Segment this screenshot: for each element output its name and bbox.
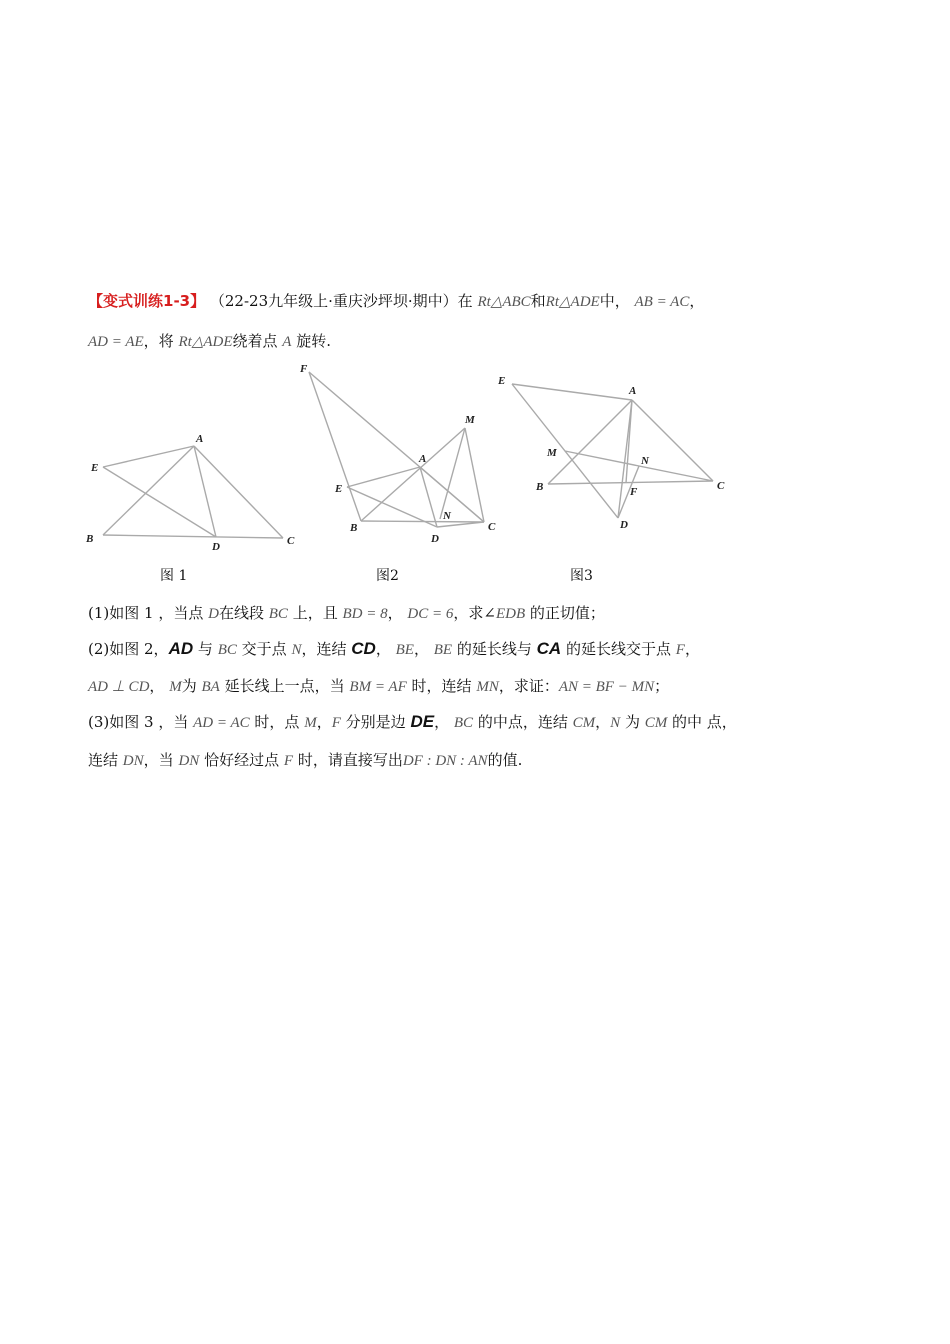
text-comma: ， — [689, 292, 705, 310]
q2-proof: AN = BF − MN — [558, 679, 655, 695]
q2-text-15: ； — [654, 677, 670, 695]
f3-label-c: C — [717, 480, 725, 492]
text-and: 和 — [530, 292, 546, 310]
seg-e-a-2 — [347, 467, 420, 487]
f2-label-f: F — [300, 363, 308, 375]
f3-label-b: B — [536, 481, 544, 493]
q3-seg-cm: CM — [572, 715, 596, 731]
q2-seg-ba: BA — [201, 679, 220, 695]
q3-seg-cm-2: CM — [644, 715, 668, 731]
f2-label-n: N — [443, 510, 451, 522]
q3-text-5: ， — [434, 713, 450, 731]
q1-dc-6: DC = 6 — [407, 606, 454, 622]
q3-point-f-2: F — [283, 753, 294, 769]
q2-seg-be-1: BE — [395, 642, 414, 658]
f3-label-e: E — [498, 375, 506, 387]
question-1 — [88, 602, 605, 623]
q2-text-10: ， — [149, 677, 165, 695]
q2-text-12: 延长线上一点，当 — [224, 677, 345, 695]
question-3-line-2 — [88, 749, 522, 770]
seg-e-a — [103, 446, 194, 467]
problem-tag: 【变式训练1-3】 — [88, 292, 206, 310]
f3-label-m: M — [547, 447, 557, 459]
q3-seg-dn: DN — [122, 753, 144, 769]
q3-point-m: M — [304, 715, 317, 731]
seg-e-a-3 — [512, 384, 632, 400]
q2-text-2: 与 — [197, 640, 213, 658]
f2-label-c: C — [488, 521, 496, 533]
f3-label-a: A — [629, 385, 637, 397]
seg-m-n — [440, 428, 465, 519]
f2-label-a: A — [419, 453, 427, 465]
q2-text-14: ，求证： — [498, 677, 559, 695]
seg-a-c — [194, 446, 283, 538]
math-ad-ae: AD = AE — [88, 334, 144, 350]
seg-b-c-3 — [548, 481, 713, 484]
q3-text-3: ， — [316, 713, 332, 731]
q3-text-10: 连结 — [88, 751, 119, 769]
q3-text-2: 时，点 — [254, 713, 300, 731]
seg-a-b — [103, 446, 194, 535]
q2-text-5: ， — [375, 640, 391, 658]
seg-a-d — [194, 446, 216, 537]
seg-a-c-3 — [632, 400, 713, 481]
q2-point-n: N — [291, 642, 302, 658]
q3-point-n: N — [610, 715, 621, 731]
q2-seg-bc: BC — [217, 642, 237, 658]
text-rotate-c: 旋转. — [296, 332, 332, 350]
q1-text-2: 在线段 — [218, 604, 264, 622]
q2-seg-ad: AD — [168, 639, 194, 658]
problem-source: （22-23九年级上·重庆沙坪坝·期中）在 — [209, 292, 473, 310]
q3-point-f: F — [331, 715, 341, 731]
q2-text-11: 为 — [181, 677, 197, 695]
f3-label-f: F — [630, 486, 638, 498]
figure-2-caption: 图2 — [376, 568, 399, 584]
q3-text-8: 为 — [624, 713, 640, 731]
q3-seg-dn-2: DN — [178, 753, 200, 769]
q1-seg-bc: BC — [268, 606, 288, 622]
math-ab-ac: AB = AC — [634, 294, 690, 310]
seg-a-b-3 — [548, 400, 632, 484]
q3-text-11: ，当 — [143, 751, 174, 769]
math-rt-ade: Rt△ADE — [545, 294, 600, 310]
f2-label-b: B — [350, 522, 358, 534]
figure-3-caption: 图3 — [570, 568, 593, 584]
q2-text-1: (2)如图 2， — [88, 640, 169, 658]
text-in: 中， — [599, 292, 630, 310]
q3-text-14: 的值. — [487, 751, 523, 769]
figures-svg — [0, 0, 950, 600]
q2-point-m: M — [169, 679, 182, 695]
q2-text-8: 的延长线交于点 — [566, 640, 672, 658]
figure-3 — [497, 375, 725, 531]
q2-text-7: 的延长线与 — [456, 640, 532, 658]
seg-b-c-2 — [361, 521, 484, 522]
q2-text-3: 交于点 — [241, 640, 287, 658]
f1-label-d: D — [212, 541, 220, 553]
q1-point-d: D — [208, 606, 219, 622]
q2-perp: AD ⊥ CD — [88, 679, 150, 695]
q3-ad-ac: AD = AC — [193, 715, 250, 731]
seg-a-d-2 — [420, 467, 437, 527]
seg-b-m — [361, 428, 465, 521]
math-rt-abc: Rt△ABC — [477, 294, 531, 310]
q3-text-7: ， — [595, 713, 611, 731]
q2-text-9: ， — [684, 640, 700, 658]
f1-label-c: C — [287, 535, 295, 547]
seg-d-c — [437, 522, 484, 527]
f2-label-m: M — [465, 414, 475, 426]
q1-text-4: ， — [387, 604, 403, 622]
text-rotate-b: 绕着点 — [232, 332, 278, 350]
q3-text-6: 的中点，连结 — [477, 713, 568, 731]
figure-1 — [85, 433, 295, 553]
q1-text-6: 的正切值； — [529, 604, 605, 622]
q3-seg-de: DE — [410, 712, 435, 731]
f3-label-n: N — [641, 455, 649, 467]
text-rotate-a: ，将 — [143, 332, 174, 350]
q1-text-3: 上，且 — [292, 604, 338, 622]
math-point-a: A — [282, 334, 292, 350]
q2-text-4: ，连结 — [301, 640, 347, 658]
q3-text-13: 时，请直接写出 — [297, 751, 403, 769]
f1-label-a: A — [196, 433, 204, 445]
q2-seg-ca: CA — [536, 639, 562, 658]
f1-label-b: B — [86, 533, 94, 545]
q3-seg-bc: BC — [453, 715, 474, 731]
seg-e-d — [103, 467, 216, 537]
q3-text-9: 的中 点， — [672, 713, 737, 731]
q2-bm-af: BM = AF — [349, 679, 407, 695]
q1-bd-8: BD = 8 — [342, 606, 388, 622]
f2-label-d: D — [431, 533, 439, 545]
q3-text-12: 恰好经过点 — [204, 751, 280, 769]
question-2-line-2 — [88, 675, 669, 696]
q2-text-6: ， — [413, 640, 429, 658]
q1-angle-edb: EDB — [495, 606, 526, 622]
q2-point-f: F — [675, 642, 685, 658]
f2-label-e: E — [335, 483, 343, 495]
q3-text-1: (3)如图 3 ，当 — [88, 713, 189, 731]
figure-1-caption: 图 1 — [160, 568, 188, 584]
q1-text-1: (1)如图 1 ，当点 — [88, 604, 204, 622]
math-rt-ade-2: Rt△ADE — [178, 334, 233, 350]
question-3-line-1 — [88, 711, 737, 732]
q2-seg-cd: CD — [351, 639, 376, 658]
figure-2 — [299, 363, 496, 545]
q3-ratio: DF : DN : AN — [402, 753, 488, 769]
f3-label-d: D — [620, 519, 628, 531]
q3-text-4: 分别是边 — [345, 713, 406, 731]
q1-text-5: ，求∠ — [453, 604, 496, 622]
q2-seg-be-2: BE — [433, 642, 453, 658]
f1-label-e: E — [91, 462, 99, 474]
q2-text-13: 时，连结 — [411, 677, 472, 695]
question-2-line-1 — [88, 638, 700, 659]
seg-b-c — [103, 535, 283, 538]
q2-seg-mn: MN — [476, 679, 499, 695]
